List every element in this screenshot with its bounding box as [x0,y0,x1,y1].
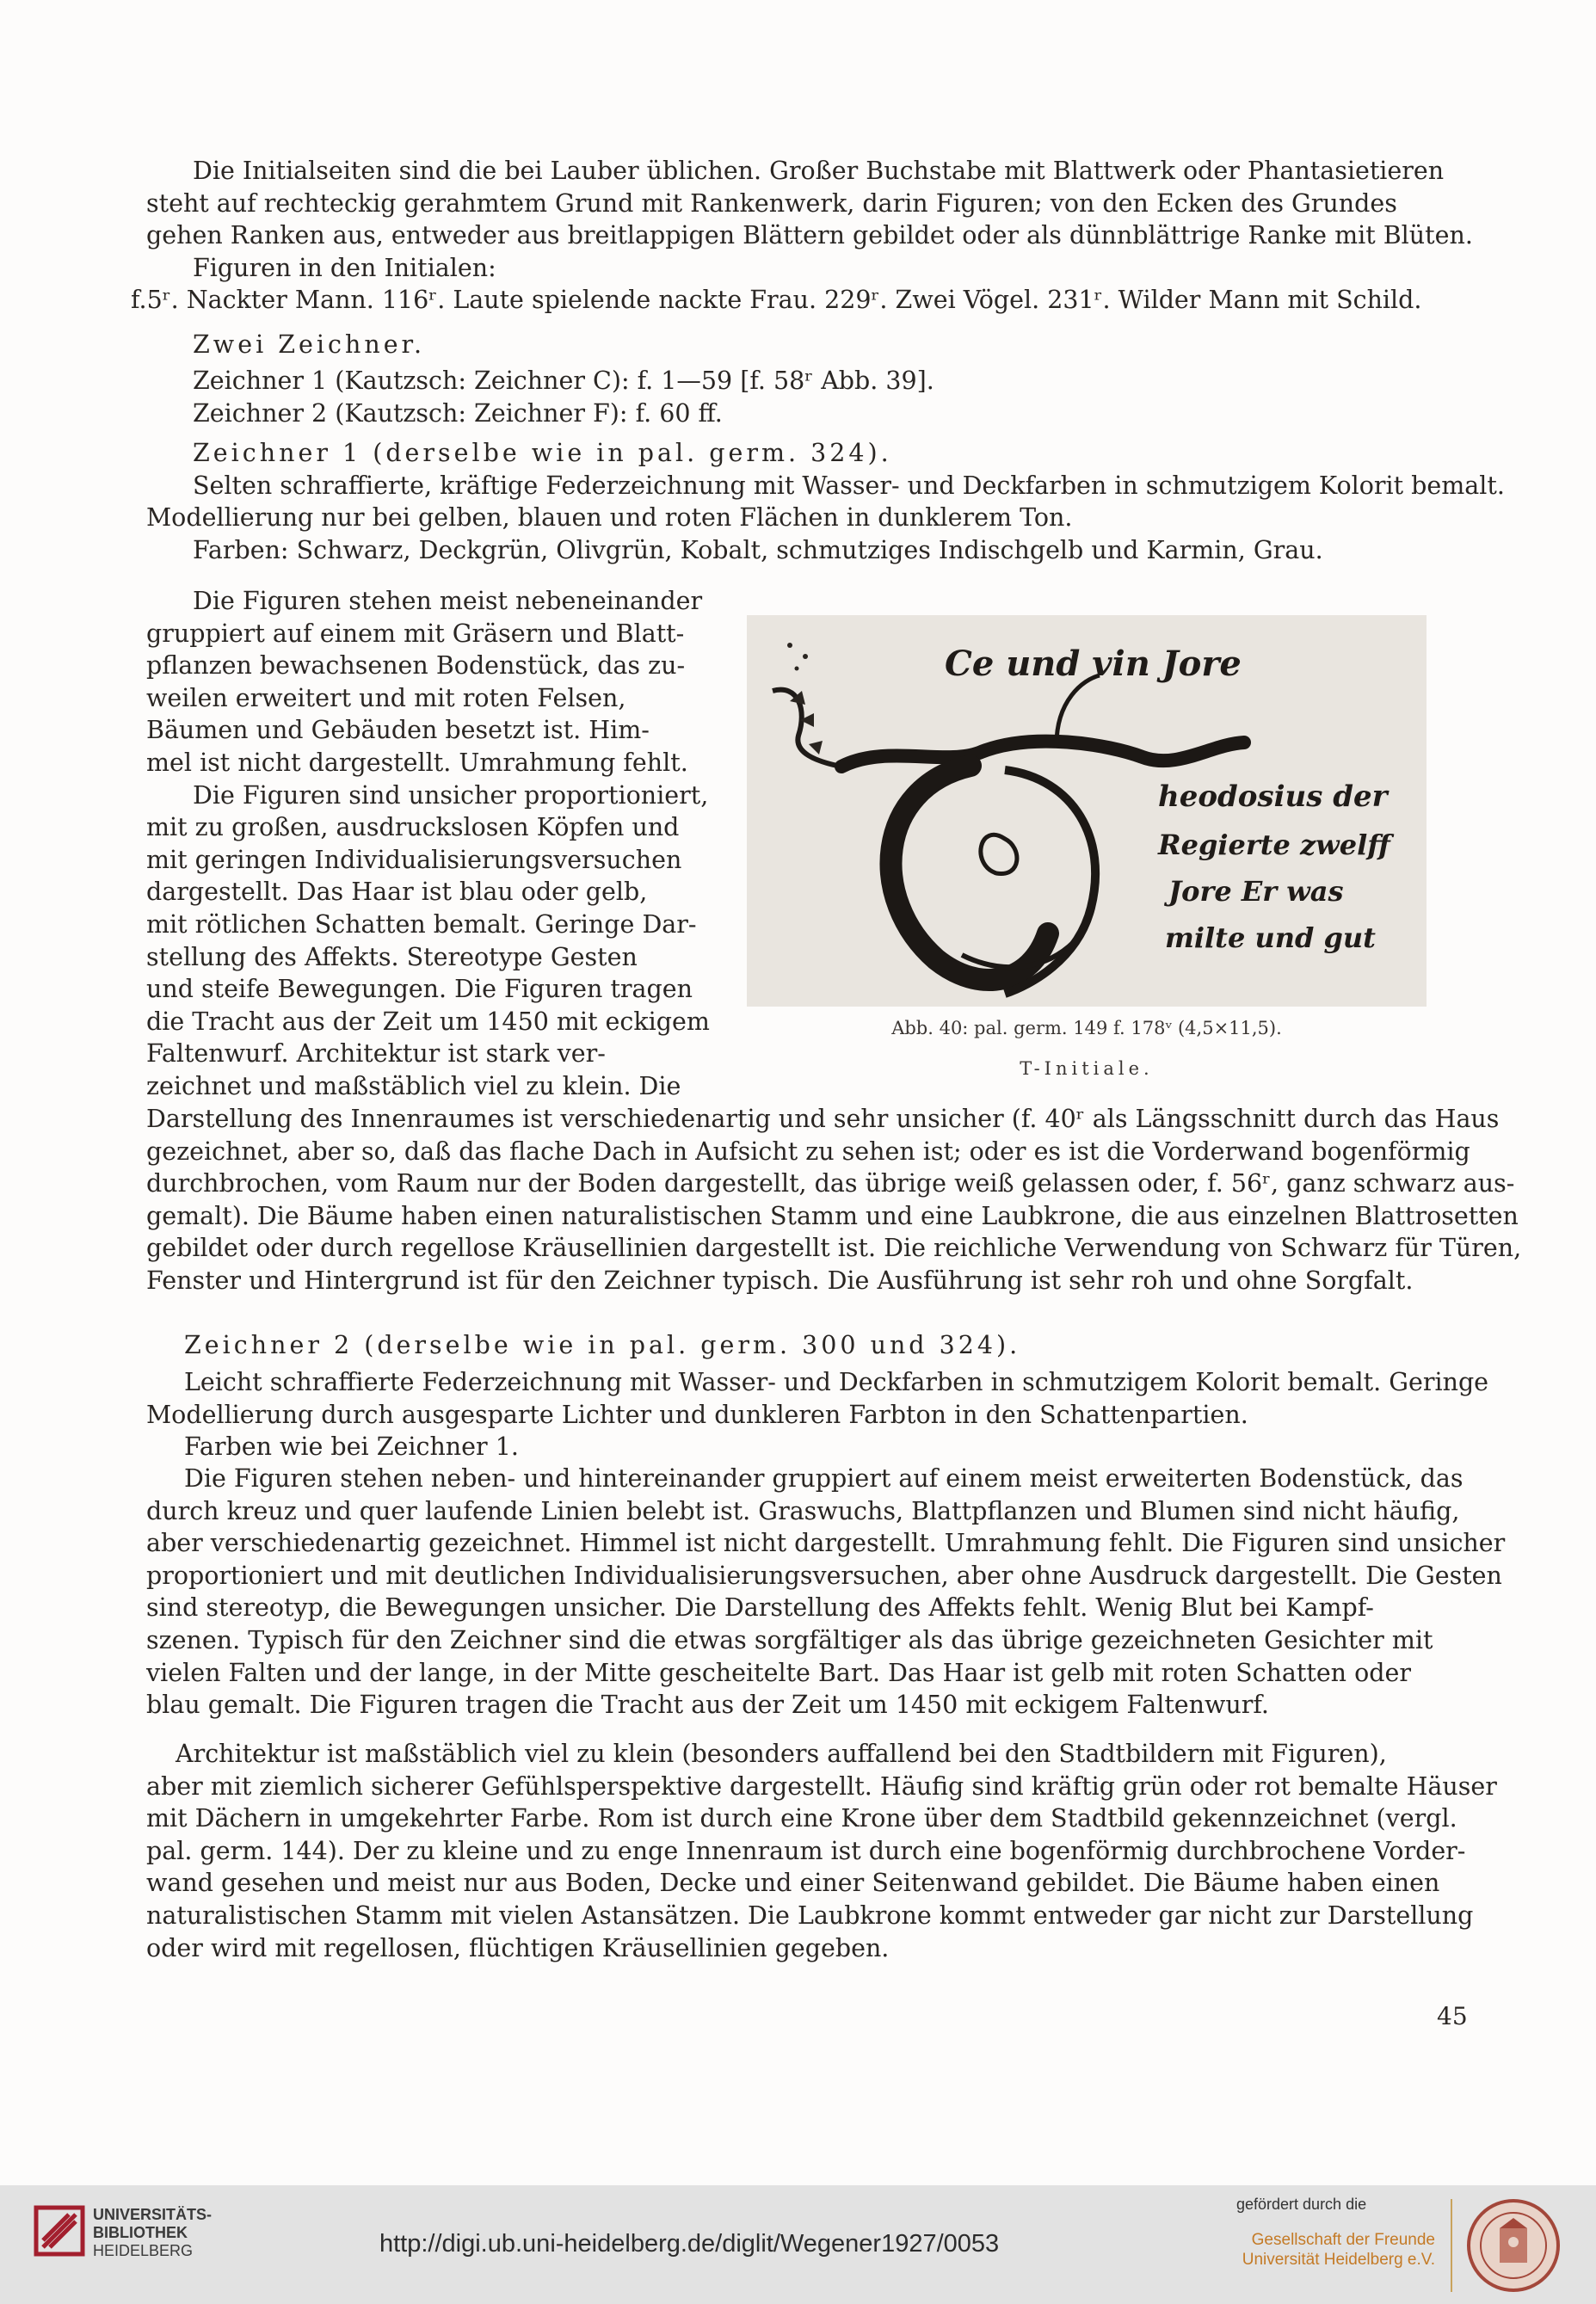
manuscript-figure [747,615,1427,1007]
text-line: und steife Bewegungen. Die Figuren tragen [146,975,693,1004]
paragraph-draughtsman-2-technique [146,1366,1489,1463]
divider [1451,2199,1452,2292]
text-line: durch kreuz und quer laufende Linien belebt ist. Graswuchs, Blattpflanzen und Blumen sind nicht häufig, [146,1496,1460,1525]
text-line: Zwei Zeichner. [193,330,426,359]
text-line: Zeichner 1 (Kautzsch: Zeichner C): f. 1—59 [f. 58ʳ Abb. 39]. [193,367,934,395]
text-line: Zeichner 2 (derselbe wie in pal. germ. 300 und 324). [184,1331,1021,1359]
text-line: mel ist nicht dargestellt. Umrahmung fehlt. [146,748,688,777]
text-line: proportioniert und mit deutlichen Individualisierungsversuchen, aber ohne Ausdruck dargestellt. Die Gesten [146,1561,1502,1590]
text-line: Leicht schraffierte Federzeichnung mit Wasser- und Deckfarben in schmutzigem Kolorit bemalt. Geringe [184,1368,1489,1396]
library-name-line: UNIVERSITÄTS- [93,2206,213,2223]
text-line: oder wird mit regellosen, flüchtigen Kräusellinien gegeben. [146,1933,890,1962]
text-line: Darstellung des Innenraumes ist verschiedenartig und sehr unsicher (f. 40ʳ als Längsschnitt durch das Haus [146,1105,1500,1133]
text-line: mit geringen Individualisierungsversuchen [146,845,682,874]
sponsor-name-line: Gesellschaft der Freunde [1251,2231,1435,2249]
text-line: aber verschiedenartig gezeichnet. Himmel ist nicht dargestellt. Umrahmung fehlt. Die Figuren sind unsicher [146,1529,1506,1558]
university-seal-icon [1465,2197,1562,2294]
text-line: Faltenwurf. Architektur ist stark ver- [146,1039,606,1069]
sponsor-label: gefördert durch die [1236,2196,1367,2213]
text-line: Zeichner 2 (Kautzsch: Zeichner F): f. 60 ff. [193,398,723,428]
paragraph-interior [146,1103,1522,1297]
text-line: die Tracht aus der Zeit um 1450 mit eckigem [146,1007,710,1036]
paragraph-draughtsmen-list [146,365,1471,429]
text-line: pal. germ. 144). Der zu kleine und zu enge Innenraum ist durch eine bogenförmig durchbrochene Vorder- [146,1836,1466,1865]
text-line: weilen erweitert und mit roten Felsen, [146,683,626,712]
text-line: Bäumen und Gebäuden besetzt ist. Him- [146,716,650,745]
text-line: Figuren in den Initialen: [193,253,496,282]
text-line: aber mit ziemlich sicherer Gefühlsperspektive dargestellt. Häufig sind kräftig grün oder rot bemalte Häuser [146,1771,1497,1801]
text-line: gruppiert auf einem mit Gräsern und Blatt- [146,619,685,648]
text-line: Die Figuren sind unsicher proportioniert, [193,780,709,810]
text-line: Selten schraffierte, kräftige Federzeichnung mit Wasser- und Deckfarben in schmutzigem Kolorit bemalt. [193,471,1505,500]
initial-t-illustration [747,615,1427,1007]
text-line: Die Initialseiten sind die bei Lauber üblichen. Großer Buchstabe mit Blattwerk oder Phantasietieren [193,157,1445,185]
text-line: Modellierung nur bei gelben, blauen und roten Flächen in dunklerem Ton. [146,503,1073,533]
text-line: steht auf rechteckig gerahmtem Grund mit Rankenwerk, darin Figuren; von den Ecken des Grundes [146,188,1397,218]
section-heading-two-draughtsmen [146,329,1471,361]
script-line-2: heodosius der [1158,779,1388,814]
figure-caption: Abb. 40: pal. germ. 149 f. 178ᵛ (4,5×11,5). [891,1018,1282,1038]
text-line: mit zu großen, ausdruckslosen Köpfen und [146,813,680,842]
university-library-logo-icon [33,2204,86,2258]
text-line: Die Figuren stehen neben- und hintereinander gruppiert auf einem meist erweiterten Bodenstück, das [184,1464,1464,1493]
text-line: Die Figuren stehen meist nebeneinander [193,587,703,615]
sponsor-name [1220,2230,1435,2270]
library-name-line: BIBLIOTHEK [93,2224,188,2241]
footer-bar [0,2185,1596,2304]
figure-subcaption: T-Initiale. [1020,1058,1154,1079]
text-line: mit Dächern in umgekehrter Farbe. Rom ist durch eine Krone über dem Stadtbild gekennzeichnet (vergl. [146,1804,1457,1833]
paragraph-draughtsman-2-figures [146,1463,1506,1722]
paragraph-architecture [146,1738,1497,1964]
text-line: Farben wie bei Zeichner 1. [184,1432,519,1462]
section-heading-draughtsman-2 [146,1329,1471,1362]
script-line-5: milte und gut [1165,921,1376,954]
text-line: durchbrochen, vom Raum nur der Boden dargestellt, das übrige weiß gelassen oder, f. 56ʳ, ganz schwarz aus- [146,1169,1515,1198]
text-line: zeichnet und maßstäblich viel zu klein. Die [146,1071,681,1100]
text-line: gemalt). Die Bäume haben einen naturalistischen Stamm und eine Laubkrone, die aus einzelnen Blattrosetten [146,1201,1519,1230]
text-line: dargestellt. Das Haar ist blau oder gelb, [146,878,648,907]
text-line: Zeichner 1 (derselbe wie in pal. germ. 324). [193,439,892,467]
text-line: wand gesehen und meist nur aus Boden, Decke und einer Seitenwand gebildet. Die Bäume haben einen [146,1869,1440,1898]
text-line: Fenster und Hintergrund ist für den Zeichner typisch. Die Ausführung ist sehr roh und ohne Sorgfalt. [146,1266,1414,1295]
text-line: Modellierung durch ausgesparte Lichter und dunkleren Farbton in den Schattenpartien. [146,1400,1248,1429]
text-line: Farben: Schwarz, Deckgrün, Olivgrün, Kobalt, schmutziges Indischgelb und Karmin, Grau. [193,535,1323,564]
sponsor-name-line: Universität Heidelberg e.V. [1242,2251,1435,2269]
library-name [93,2206,212,2260]
text-line: pflanzen bewachsenen Bodenstück, das zu- [146,651,686,681]
paragraph-initials [131,155,1473,317]
text-line: gehen Ranken aus, entweder aus breitlappigen Blättern gebildet oder als dünnblättrige Ranke mit Blüten. [146,221,1473,250]
text-line: stellung des Affekts. Stereotype Gesten [146,942,638,971]
text-line: mit rötlichen Schatten bemalt. Geringe Dar- [146,909,697,939]
text-line: gezeichnet, aber so, daß das flache Dach in Aufsicht zu sehen ist; oder es ist die Vorderwand bogenförmig [146,1137,1470,1166]
text-line: blau gemalt. Die Figuren tragen die Tracht aus der Zeit um 1450 mit eckigem Faltenwurf. [146,1691,1269,1720]
text-line: vielen Falten und der lange, in der Mitte gescheitelte Bart. Das Haar ist gelb mit roten Schatten oder [146,1658,1411,1687]
wrap-column-text [146,585,710,1103]
text-line: sind stereotyp, die Bewegungen unsicher. Die Darstellung des Affekts fehlt. Wenig Blut bei Kampf- [146,1593,1374,1623]
script-line-3: Regierte zwelff [1158,829,1390,861]
text-line: Architektur ist maßstäblich viel zu klein (besonders auffallend bei den Stadtbildern mit Figuren), [176,1740,1387,1768]
library-name-line: HEIDELBERG [93,2242,194,2259]
text-line: naturalistischen Stamm mit vielen Astansätzen. Die Laubkrone kommt entweder gar nicht zur Darstellung [146,1900,1474,1930]
script-line-1: Ce und vin Jore [945,644,1242,684]
page-number: 45 [1437,2002,1468,2030]
script-line-4: Jore Er was [1168,875,1344,908]
text-line: gebildet oder durch regellose Kräusellinien dargestellt ist. Die reichliche Verwendung von Schwarz für Türen, [146,1234,1522,1263]
paragraph-draughtsman-1 [146,437,1505,566]
text-line: f.5ʳ. Nackter Mann. 116ʳ. Laute spielende nackte Frau. 229ʳ. Zwei Vögel. 231ʳ. Wilder Mann mit Schild. [131,286,1422,315]
permalink-url[interactable]: http://digi.ub.uni-heidelberg.de/diglit/Wegener1927/0053 [379,2230,1000,2258]
text-line: szenen. Typisch für den Zeichner sind die etwas sorgfältiger als das übrige gezeichneten Gesichter mit [146,1625,1433,1654]
